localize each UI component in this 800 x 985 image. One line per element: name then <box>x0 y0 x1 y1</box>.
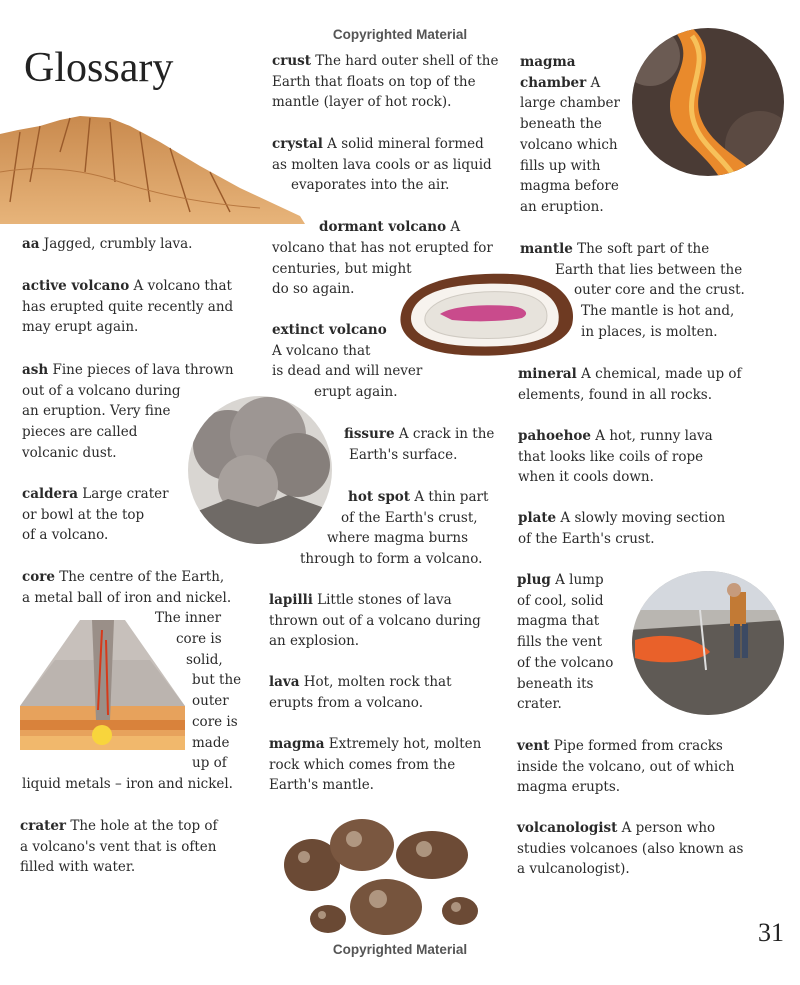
glossary-entry-mantle-line: The mantle is hot and, <box>581 303 735 319</box>
glossary-entry-mantle-line: in places, is molten. <box>581 324 718 340</box>
glossary-entry-magma: magma Extremely hot, molten rock which comes from the Earth's mantle. <box>269 736 482 794</box>
glossary-entry-core-line: outer <box>192 693 229 709</box>
glossary-entry-mantle: mantle The soft part of the <box>520 241 710 257</box>
glossary-entry-plate: plate A slowly moving section of the Earth's crust. <box>518 510 726 547</box>
volcano-cross-section-illustration <box>20 610 185 750</box>
glossary-entry-dormant-volcano: dormant volcano A <box>319 219 461 235</box>
glossary-entry-mantle-line: outer core and the crust. <box>574 282 745 298</box>
glossary-entry-core-line: made <box>192 735 230 751</box>
volcanologist-photo <box>630 570 786 716</box>
glossary-entry-aa: aa Jagged, crumbly lava. <box>22 236 193 252</box>
glossary-entry-hot-spot-line: through to form a volcano. <box>300 551 483 567</box>
glossary-entry-core: core The centre of the Earth, a metal ball of iron and nickel. <box>22 569 232 606</box>
page-number: 31 <box>758 918 784 947</box>
glossary-entry-active-volcano: active volcano A volcano that has erupted quite recently and may erupt again. <box>22 278 234 336</box>
copyright-header: Copyrighted Material <box>332 27 468 42</box>
glossary-entry-core-line: The inner <box>155 610 222 626</box>
lapilli-stones-illustration <box>282 815 484 940</box>
glossary-entry-core-line: solid, <box>186 652 223 668</box>
glossary-entry-mineral: mineral A chemical, made up of elements, found in all rocks. <box>518 366 742 403</box>
magma-chamber-photo <box>630 26 786 178</box>
glossary-entry-volcanologist: volcanologist A person who studies volcanoes (also known as a vulcanologist). <box>517 820 744 878</box>
glossary-entry-pahoehoe: pahoehoe A hot, runny lava that looks like coils of rope when it cools down. <box>518 428 713 486</box>
glossary-entry-magma-chamber: magma chamber A large chamber beneath the volcano which fills up with magma before an eruption. <box>520 54 620 215</box>
copyright-footer: Copyrighted Material <box>332 942 468 957</box>
glossary-entry-core-line: but the <box>192 672 242 688</box>
glossary-entry-mantle-line: Earth that lies between the <box>555 262 743 278</box>
glossary-entry-hot-spot: hot spot A thin part <box>348 489 489 505</box>
glossary-entry-vent: vent Pipe formed from cracks inside the volcano, out of which magma erupts. <box>517 738 735 796</box>
glossary-entry-ash: ash Fine pieces of lava thrown out of a volcano during an eruption. Very fine pieces are called volcanic dust. <box>22 362 234 461</box>
glossary-entry-crust: crust The hard outer shell of the Earth that floats on top of the mantle (layer of hot rock). <box>272 53 499 111</box>
glossary-entry-hot-spot-line: where magma burns <box>327 530 469 546</box>
glossary-entry-extinct-volcano: extinct volcano A volcano that is dead and will never erupt again. <box>272 322 423 401</box>
glossary-entry-plug: plug A lump of cool, solid magma that fills the vent of the volcano beneath its crater. <box>517 572 614 713</box>
glossary-entry-core-line: liquid metals – iron and nickel. <box>22 776 233 792</box>
glossary-entry-core-line: core is <box>176 631 222 647</box>
glossary-entry-dormant-volcano-text: volcano that has not erupted for centuries, but might do so again. <box>272 240 493 298</box>
glossary-entry-crater: crater The hole at the top of a volcano's vent that is often filled with water. <box>20 818 218 876</box>
page-title: Glossary <box>24 45 174 91</box>
glossary-entry-core-line: core is <box>192 714 238 730</box>
glossary-entry-hot-spot-line: of the Earth's crust, <box>341 510 478 526</box>
glossary-entry-fissure: fissure A crack in the Earth's surface. <box>344 426 495 463</box>
glossary-entry-lava: lava Hot, molten rock that erupts from a volcano. <box>269 674 452 711</box>
glossary-entry-crystal: crystal A solid mineral formed as molten lava cools or as liquid evaporates into the air. <box>272 136 492 194</box>
glossary-entry-core-line: up of <box>192 755 227 771</box>
glossary-entry-lapilli: lapilli Little stones of lava thrown out of a volcano during an explosion. <box>269 592 481 650</box>
mountain-illustration <box>0 112 305 224</box>
glossary-entry-caldera: caldera Large crater or bowl at the top of a volcano. <box>22 486 169 544</box>
